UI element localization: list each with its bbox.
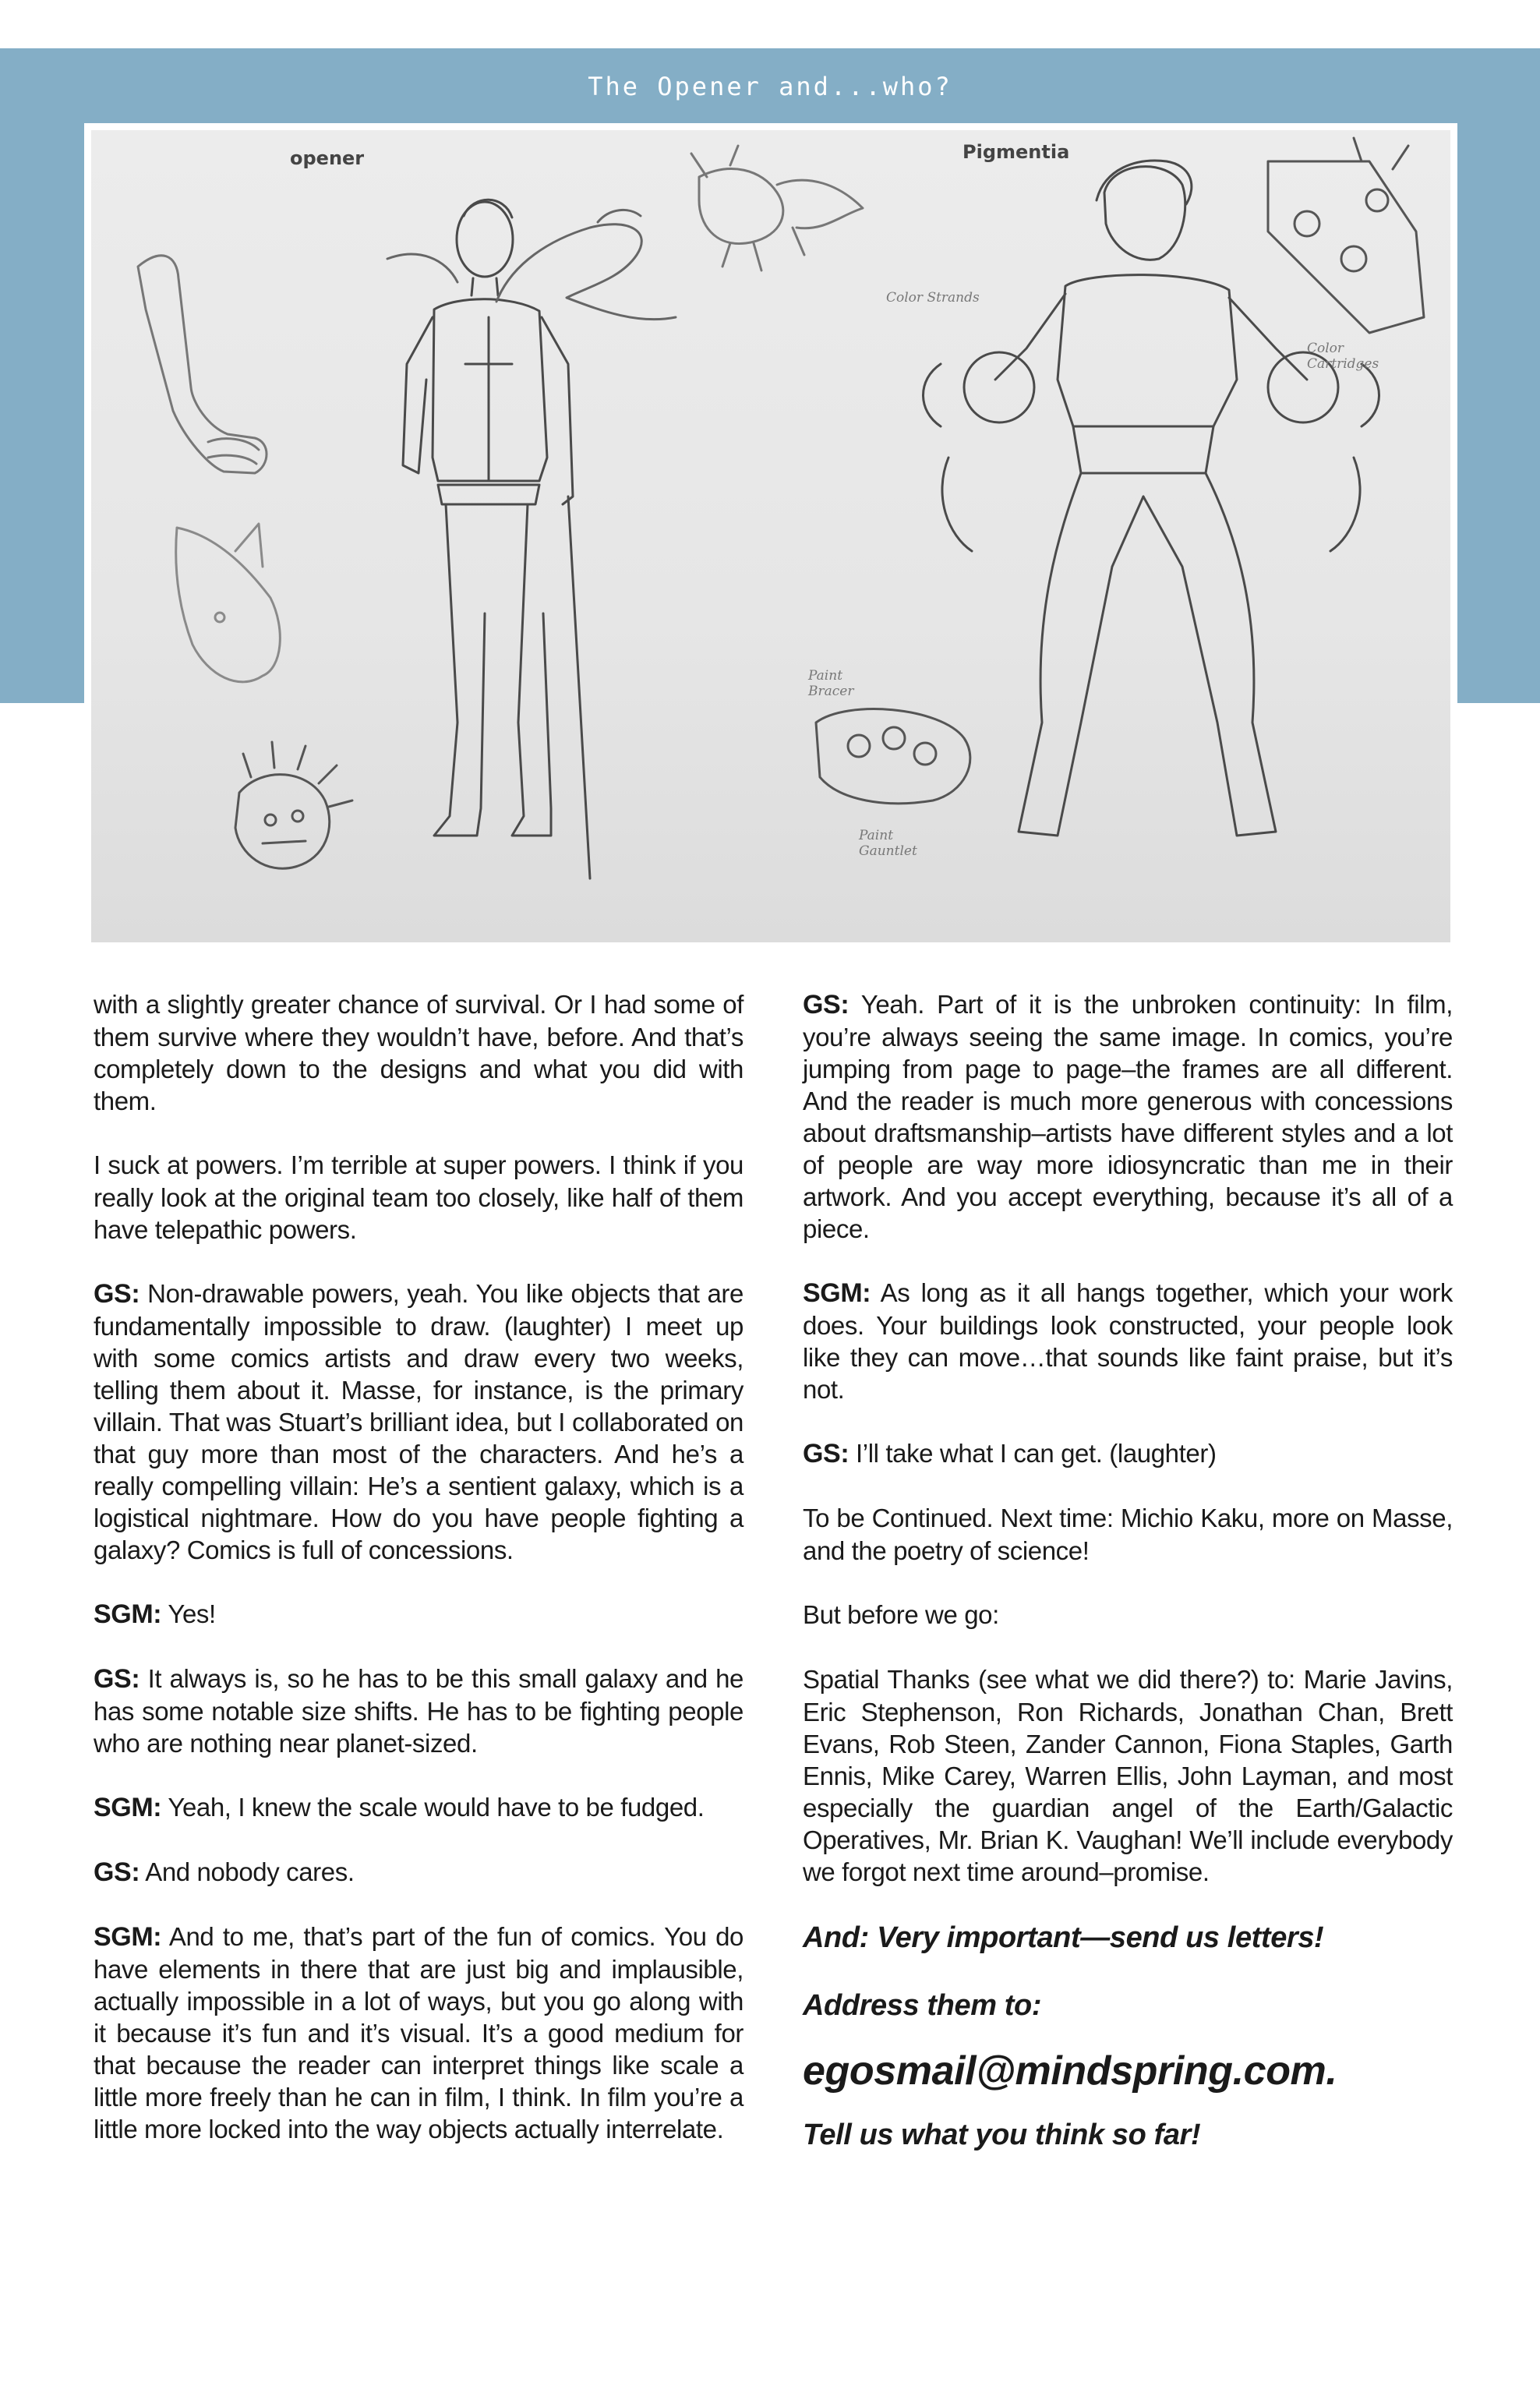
speaker-tag: GS: [94,1279,140,1309]
speaker-tag: GS: [94,1857,140,1887]
paragraph [94,1598,744,1631]
paragraph [94,1791,744,1824]
sketch-note-color-cartridges: Color Cartridges [1307,341,1379,373]
pencil-sketch-drawing [91,130,1450,942]
creature-sketch [387,210,676,319]
address-heading: Address them to: [803,1989,1042,2022]
paragraph [803,1502,1453,1567]
speaker-tag: SGM: [803,1278,871,1308]
paragraph-text: And to me, that’s part of the fun of comics. You do have elements in there that are just big and implausible, actually impossible in a lot of ways, but you go along with it because it’s fun and it’s visual. It’s a good medium for that because the reader can interpret things like scale a little more freely than he can in film, I think. In film you’re a little more locked into the way objects actually interrelate. [94,1922,744,2143]
interview-right-column [803,988,1453,2183]
sketch-note-paint-bracer: Paint Bracer [808,668,854,700]
speaker-tag: GS: [803,1439,849,1468]
page-title: The Opener and...who? [588,72,952,101]
paragraph [94,1149,744,1246]
paragraph-text: Yes! [168,1599,216,1628]
spiky-head-sketch [235,742,352,868]
speaker-tag: SGM: [94,1793,162,1822]
paragraph-text: Spatial Thanks (see what we did there?) to: Marie Javins, Eric Stephenson, Ron Richards, Jonathan Chan, Brett Evans, Rob Steen, Zander Cannon, Fiona Staples, Garth Ennis, Mike Carey, Warren Ellis, John Layman, and most especially the guardian angel of the Earth/Galactic Operatives, Mr. Brian K. Vaughan! We’ll include everybody we forgot next time around–promise. [803,1665,1453,1886]
paragraph-text: Yeah. Part of it is the unbroken continuity: In film, you’re always seeing the same image. In comics, you’re jumping from page to page–the frames are all different. And the reader is much more generous with concessions about draftsmanship–artists have different styles and a lot of people are way more idiosyncratic than me in their artwork. And you accept everything, because it’s all of a piece. [803,990,1453,1243]
paragraph-text: I’ll take what I can get. (laughter) [856,1439,1217,1468]
paragraph-text: But before we go: [803,1600,999,1629]
paragraph-text: It always is, so he has to be this small galaxy and he has some notable size shifts. He has to be fighting people who are nothing near planet-sized. [94,1664,744,1758]
paragraph [803,1599,1453,1631]
paragraph [94,988,744,1117]
paragraph-text: To be Continued. Next time: Michio Kaku, more on Masse, and the poetry of science! [803,1504,1453,1565]
sketch-note-paint-gauntlet: Paint Gauntlet [859,828,917,860]
paragraph [803,1663,1453,1888]
sketch-illustration [84,123,1457,949]
paragraph [803,1277,1453,1405]
paragraph [94,1921,744,2145]
closing-line: Tell us what you think so far! [803,2119,1201,2151]
speaker-tag: GS: [803,990,849,1020]
email-address-link[interactable]: egosmail@mindspring.com. [803,2048,1337,2094]
paragraph-text: Yeah, I knew the scale would have to be fudged. [168,1793,705,1822]
speaker-tag: SGM: [94,1599,162,1629]
sketch-note-color-strands: Color Strands [886,290,980,306]
paragraph-text: Non-drawable powers, yeah. You like objects that are fundamentally impossible to draw. (laughter) I meet up with some comics artists and draw every two weeks, telling them about it. Masse, for instance, is the primary villain. That was Stuart’s brilliant idea, but I collaborated on that guy more than most of the characters. And he’s a really compelling villain: He’s a sentient galaxy, which is a logistical nightmare. How do you have people fighting a galaxy? Comics is full of concessions. [94,1279,744,1564]
flying-creature-sketch [691,146,863,270]
paragraph-text: And nobody cares. [145,1857,355,1886]
fox-head-sketch [176,524,281,682]
interview-left-column [94,988,744,2177]
color-cartridges-sketch [1268,138,1424,333]
paragraph [94,1663,744,1759]
paragraph [803,988,1453,1245]
letters-call-to-action: And: Very important—send us letters! [803,1921,1324,1954]
speaker-tag: SGM: [94,1922,162,1952]
paragraph [803,1437,1453,1470]
sketch-label-pigmentia: Pigmentia [962,141,1070,163]
sketch-label-opener: opener [290,147,365,169]
paragraph-text: I suck at powers. I’m terrible at super powers. I think if you really look at the original team too closely, like half of them have telepathic powers. [94,1150,744,1244]
paint-bracer-sketch [816,709,970,804]
arm-sketch [138,256,267,473]
sketch-paper [91,130,1450,942]
paragraph-text: with a slightly greater chance of survival. Or I had some of them survive where they wouldn’t have, before. And that’s completely down to the designs and what you did with them. [94,990,744,1115]
paragraph [94,1856,744,1889]
pigmentia-figure-sketch [924,161,1379,836]
paragraph-text: As long as it all hangs together, which your work does. Your buildings look constructed, your people look like they can move…that sounds like faint praise, but it’s not. [803,1278,1453,1404]
speaker-tag: GS: [94,1664,140,1694]
paragraph [94,1278,744,1566]
